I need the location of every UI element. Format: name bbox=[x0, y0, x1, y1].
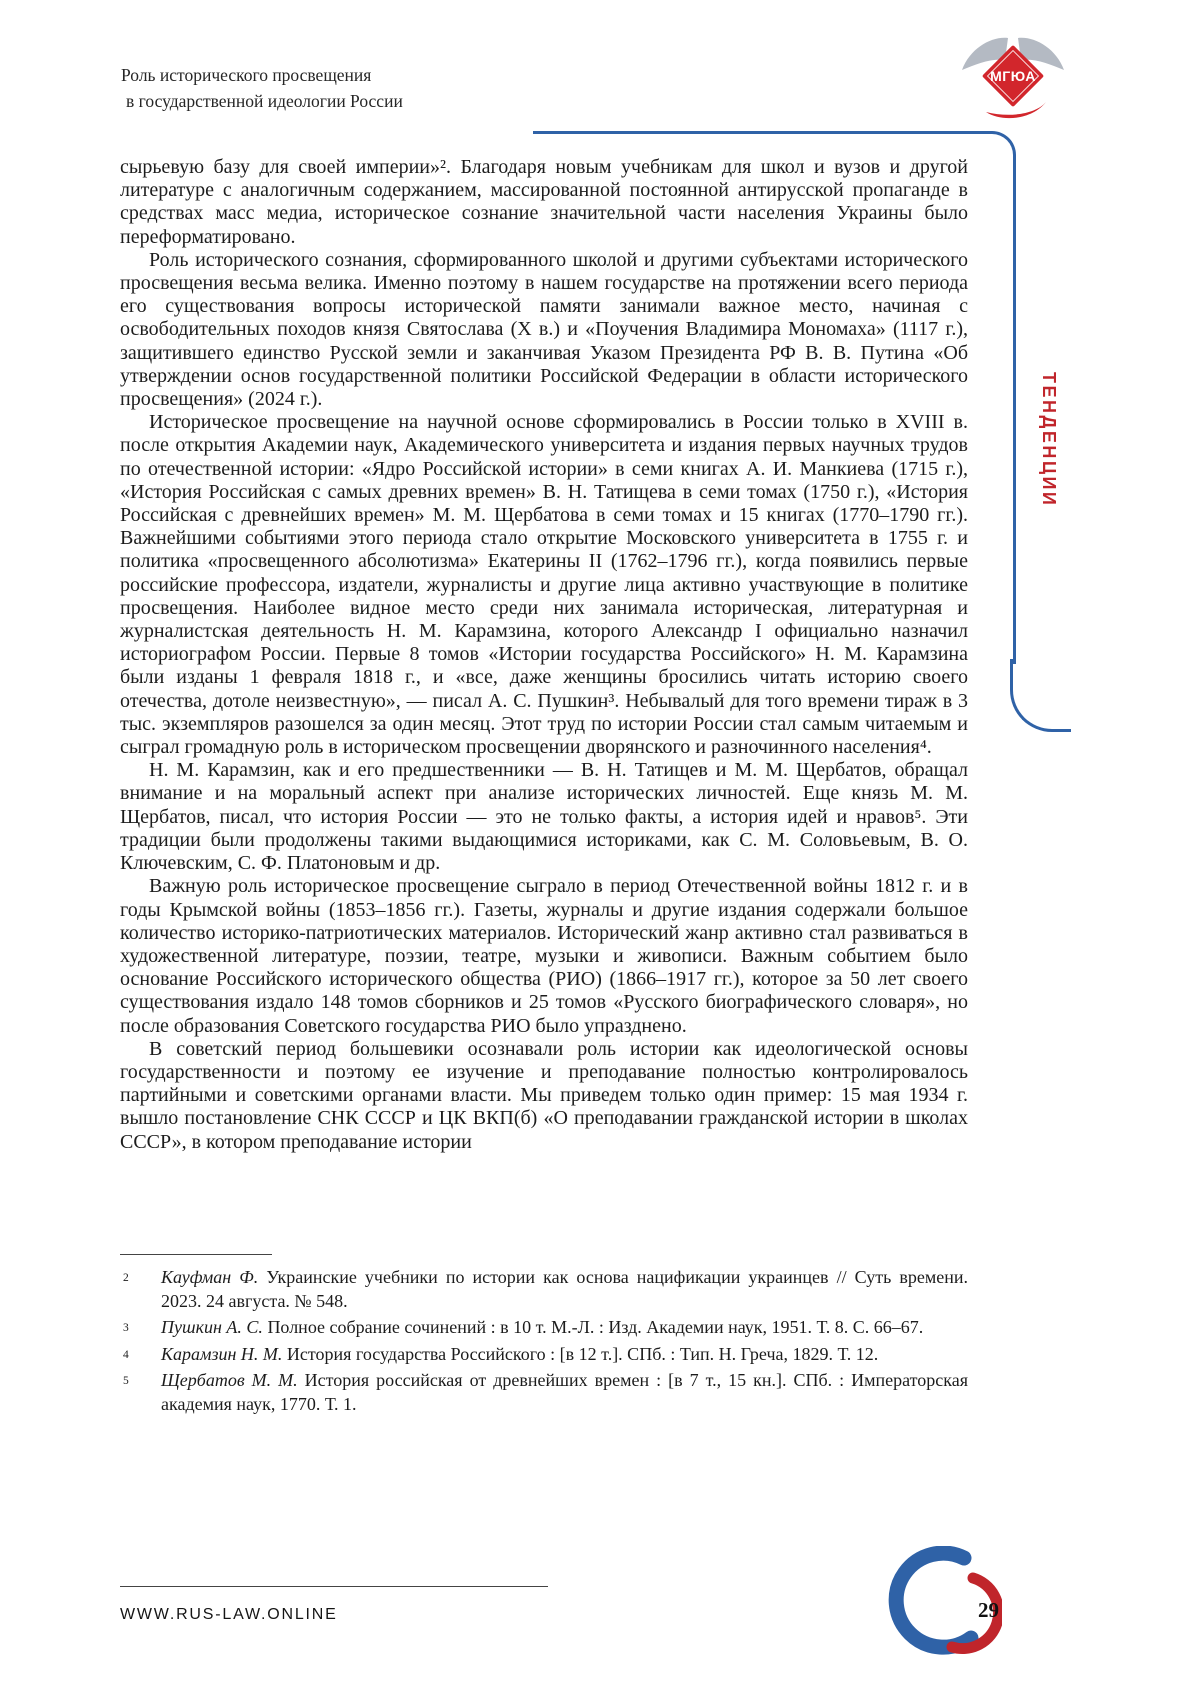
body-paragraph: Важную роль историческое просвещение сыграло в период Отечественной войны 1812 г. и в годы Крымской войны (1853–1856 гг.). Газеты, журналы и другие издания содержали большое количество историко-патриотических материалов. Исторический жанр активно стал развиваться в художественной литературе, поэзии, театре, музыки и живописи. Важным событием было основание Российского исторического общества (РИО) (1866–1917 гг.), которое за 50 лет своего существования издало 148 томов сборников и 25 томов «Русского биографического словаря», но после образования Советского государства РИО было упразднено. bbox=[120, 875, 968, 1037]
article-body bbox=[120, 156, 968, 1256]
footnote-number: 3 bbox=[123, 1322, 129, 1334]
footnotes-block bbox=[120, 1266, 968, 1419]
body-paragraph: Историческое просвещение на научной основе сформировались в России только в XVIII в. после открытия Академии наук, Академического университета и издания первых научных трудов по отечественной истории: «Ядро Российской истории» в семи книгах А. И. Манкиева (1715 г.), «История Российская с самых древних времен» В. Н. Татищева в семи томах (1750 г.), «История Российская с древнейших времен» М. М. Щербатова в семи томах и 15 книгах (1770–1790 гг.). Важнейшими событиями этого периода стало открытие Московского университета в 1755 г. и политика «просвещенного абсолютизма» Екатерины II (1762–1796 гг.), когда появились первые российские профессора, издатели, журналисты и другие лица активно участвующие в политике просвещения. Наиболее видное место среди них занимала историческая, литературная и журналистская деятельность Н. М. Карамзина, которого Александр I официально назначил историографом России. Первые 8 томов «Истории государства Российского» Н. М. Карамзина были изданы 1 февраля 1818 г., и «все, даже женщины бросились читать историю своего отечества, дотоле неизвестную», — писал А. С. Пушкин³. Небывалый для того времени тираж в 3 тыс. экземпляров разошелся за один месяц. Этот труд по истории России стал самым читаемым и сыграл громадную роль в историческом просвещении дворянского и разночинного населения⁴. bbox=[120, 411, 968, 759]
body-paragraph: В советский период большевики осознавали роль истории как идеологической основы государственности и поэтому ее изучение и преподавание полностью контролировалось партийными и советскими органами власти. Мы приведем только один пример: 15 мая 1934 г. вышло постановление СНК СССР и ЦК ВКП(б) «О преподавании гражданской истории в школах СССР», в котором преподавание истории bbox=[120, 1037, 968, 1153]
footnote bbox=[120, 1316, 968, 1340]
footnote-author: Пушкин А. С. bbox=[161, 1317, 263, 1337]
footer-website: WWW.RUS-LAW.ONLINE bbox=[120, 1606, 338, 1623]
footnote bbox=[120, 1343, 968, 1367]
page-number: 29 bbox=[978, 1598, 999, 1622]
footnote-number: 4 bbox=[123, 1348, 129, 1361]
footer-rule bbox=[120, 1586, 548, 1587]
running-title-line2: в государственной идеологии России bbox=[126, 91, 403, 111]
body-paragraph: сырьевую базу для своей империи»². Благодаря новым учебникам для школ и вузов и другой литературе с аналогичным содержанием, массированной постоянной антирусской пропаганде в средствах масс медиа, историческое сознание значительной части населения Украины было переформатировано. bbox=[120, 156, 968, 248]
mgua-logo bbox=[948, 24, 1078, 129]
footnote-author: Кауфман Ф. bbox=[161, 1267, 259, 1287]
mgua-logo-text: МГЮА bbox=[990, 68, 1036, 84]
footnote-text: Украинские учебники по истории как основа нацификации украинцев // Суть времени. 2023. 24 августа. № 548. bbox=[161, 1267, 968, 1311]
footnote bbox=[120, 1369, 968, 1416]
running-title bbox=[121, 62, 403, 114]
footnote-text: История российская от древнейших времен : [в 7 т., 15 кн.]. СПб. : Императорская академия наук, 1770. Т. 1. bbox=[161, 1370, 969, 1414]
logo-ribbon bbox=[986, 102, 1046, 118]
footnote-author: Щербатов М. М. bbox=[161, 1370, 298, 1390]
mgua-logo-graphic bbox=[948, 24, 1078, 129]
footnote-text: История государства Российского : [в 12 т.]. СПб. : Тип. Н. Греча, 1829. Т. 12. bbox=[286, 1343, 879, 1364]
section-label-tendencies: ТЕНДЕНЦИИ bbox=[1039, 372, 1059, 508]
footnote-text: Полное собрание сочинений : в 10 т. М.-Л. : Изд. Академии наук, 1951. Т. 8. С. 66–67. bbox=[267, 1317, 924, 1337]
footnote-number: 2 bbox=[123, 1272, 129, 1284]
accent-bracket-tail bbox=[1010, 659, 1071, 732]
footnote-number: 5 bbox=[123, 1375, 129, 1387]
running-title-line1: Роль исторического просвещения bbox=[121, 65, 372, 85]
footnote bbox=[120, 1266, 968, 1313]
body-paragraph: Роль исторического сознания, сформированного школой и другими субъектами исторического просвещения весьма велика. Именно поэтому в нашем государстве на протяжении всего периода его существования вопросы исторической памяти занимали важное место, начиная с освободительных походов князя Святослава (X в.) и «Поучения Владимира Мономаха» (1117 г.), защитившего единство Русской земли и заканчивая Указом Президента РФ В. В. Путина «Об утверждении основ государственной политики Российской Федерации в области исторического просвещения» (2024 г.). bbox=[120, 248, 968, 411]
swirl-blue-arc bbox=[896, 1553, 971, 1647]
footnote-author: Карамзин Н. М. bbox=[161, 1343, 283, 1364]
footnote-separator bbox=[120, 1254, 272, 1255]
body-paragraph: Н. М. Карамзин, как и его предшественники — В. Н. Татищев и М. М. Щербатов, обращал внимание и на моральный аспект при анализе исторических личностей. Еще князь М. М. Щербатов, писал, что история России — это не только факты, а история идей и нравов⁵. Эти традиции были продолжены такими выдающимися историками, как С. М. Соловьевым, В. О. Ключевским, С. Ф. Платоновым и др. bbox=[120, 759, 968, 875]
